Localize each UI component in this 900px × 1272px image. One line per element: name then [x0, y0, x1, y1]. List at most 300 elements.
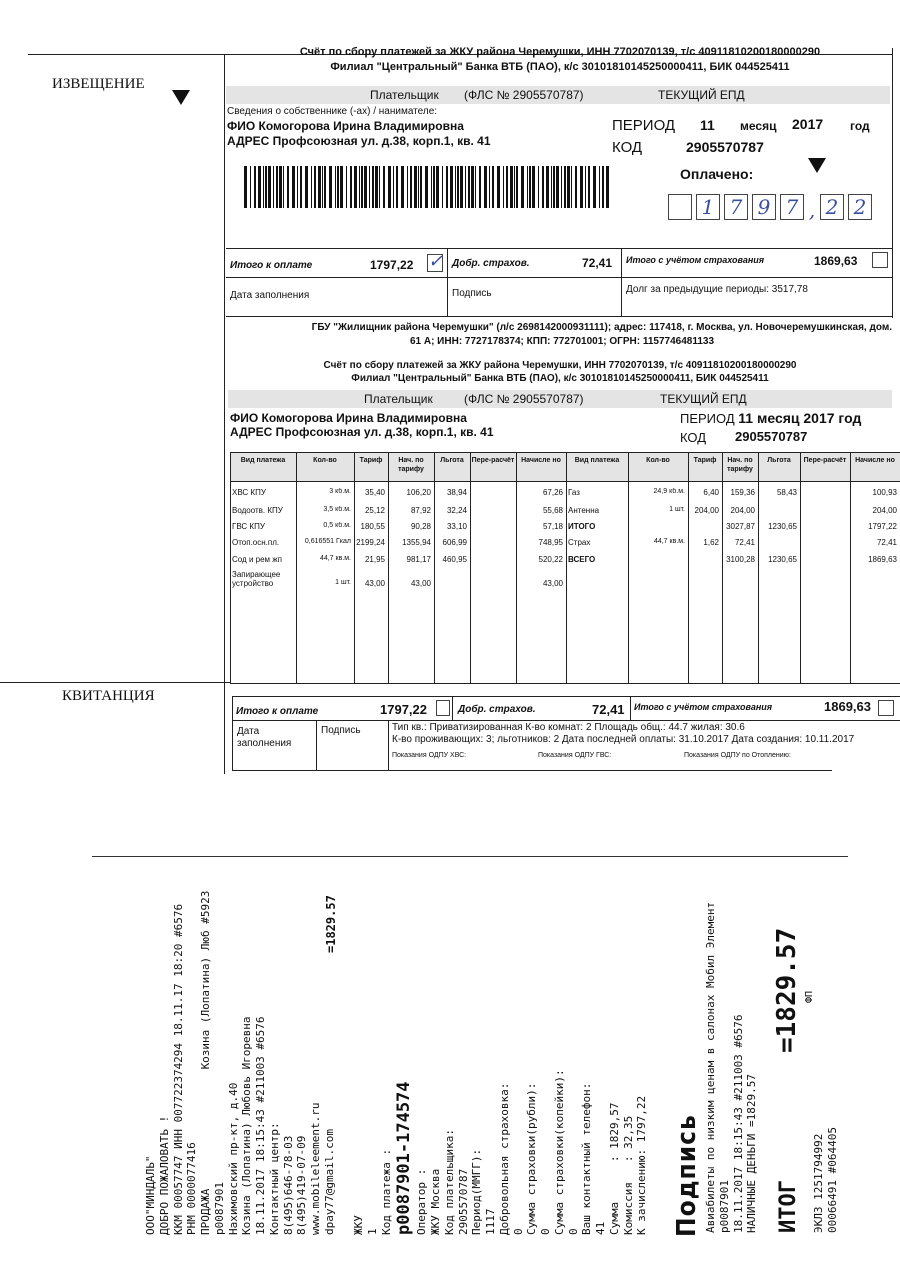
barcode-bar	[361, 166, 363, 208]
barcode-bar	[553, 166, 555, 208]
receipt-total-top: =1829.57	[324, 895, 338, 953]
table-column-line	[516, 452, 517, 684]
receipt-line: ДОБРО ПОЖАЛОВАТЬ !	[157, 1115, 171, 1235]
kvit-payer-bar	[228, 390, 892, 408]
rule	[232, 696, 233, 770]
barcode-bar	[571, 166, 572, 208]
barcode-bar	[588, 166, 590, 208]
barcode-bar	[455, 166, 456, 208]
owner-info-label: Сведения о собственнике (-ах) / нанимателе:	[227, 106, 438, 117]
barcode-bar	[383, 166, 385, 208]
table-column-line	[850, 452, 851, 684]
table-cell-right: 1869,63	[868, 555, 897, 564]
table-cell-right: 204,00	[694, 506, 719, 515]
table-cell-right: Газ	[568, 488, 580, 497]
barcode-bar	[546, 166, 549, 208]
barcode-bar	[503, 166, 504, 208]
table-cell-left: 1 шт.	[335, 579, 351, 586]
barcode-bar	[244, 166, 247, 208]
table-cell-left: 2199,24	[356, 538, 385, 547]
kvit-insurance-checkbox[interactable]	[878, 700, 894, 716]
epd-label: ТЕКУЩИЙ ЕПД	[658, 88, 745, 102]
fls-number: (ФЛС № 2905570787)	[464, 88, 584, 102]
table-cell-left: 0,616551 Гкал	[304, 538, 351, 545]
table-cell-left: 21,95	[364, 555, 385, 564]
paid-box	[668, 194, 692, 220]
code-label: КОД	[612, 139, 643, 156]
paid-amount-boxes	[668, 194, 888, 222]
total-value: 1797,22	[370, 258, 414, 272]
receipt-line: 8(495)646-78-03	[281, 1135, 295, 1235]
table-column-line	[800, 452, 801, 684]
table-cell-left: 44,7 кв.м.	[319, 555, 351, 562]
table-column-line	[722, 452, 723, 684]
barcode-bar	[324, 166, 326, 208]
barcode-bar	[471, 166, 474, 208]
odpu-heat: Показания ОДПУ по Отоплению:	[684, 752, 791, 759]
rule	[388, 720, 389, 770]
table-cell-right: 3027,87	[726, 522, 755, 531]
insurance-value: 72,41	[582, 256, 613, 270]
barcode-bar	[335, 166, 336, 208]
odpu-gvs: Показания ОДПУ ГВС:	[538, 752, 612, 759]
receipt-line: Нахимовский пр-кт, д.40	[226, 1082, 240, 1235]
code-value: 2905570787	[686, 139, 764, 155]
barcode-bar	[414, 166, 417, 208]
barcode-bar	[407, 166, 408, 208]
receipt-line: Период(ММГГ):	[470, 1148, 484, 1235]
kvit-label: КВИТАНЦИЯ	[62, 688, 155, 704]
receipt-line: Ваш контактный телефон:	[580, 1082, 594, 1235]
table-cell-left: 32,24	[446, 506, 467, 515]
rule	[452, 696, 453, 720]
signature-label: Подпись	[452, 288, 492, 299]
barcode-bar	[369, 166, 370, 208]
barcode-bar	[567, 166, 570, 208]
rule	[621, 248, 622, 316]
receipt-line: 0	[539, 1228, 552, 1235]
table-cell-right: 1230,65	[768, 522, 797, 531]
receipt-line: 0	[511, 1228, 525, 1235]
kvit-code-value: 2905570787	[735, 429, 808, 444]
receipt-line: Сумма : 1829,57	[607, 1102, 621, 1235]
barcode-bar	[516, 166, 518, 208]
table-cell-right: 72,41	[876, 538, 897, 547]
barcode-bar	[322, 166, 323, 208]
barcode-bar	[311, 166, 312, 208]
barcode-bar	[538, 166, 539, 208]
barcode-bar	[561, 166, 562, 208]
receipt-itog-value: =1829.57	[772, 927, 802, 1053]
kvit-period-label	[680, 410, 861, 426]
barcode-bar	[350, 166, 352, 208]
table-cell-right: 1 шт.	[669, 506, 685, 513]
barcode-bar	[510, 166, 513, 208]
barcode-bar	[388, 166, 391, 208]
receipt-line: ПРОДАЖА Козина (Лопатина) Люб #5923	[199, 890, 212, 1235]
gbu-line2: 61 А; ИНН: 7727178374; КПП: 772701001; ОГРН: 1157746481133	[409, 336, 715, 347]
period-label: ПЕРИОД	[612, 117, 676, 134]
period-month: 11	[700, 117, 715, 133]
receipt-line: Оператор :	[415, 1168, 429, 1235]
with-insurance-value: 1869,63	[814, 254, 858, 268]
table-cell-right: Антенна	[568, 506, 600, 515]
receipt-doc-num: 00066491 #064405	[826, 1127, 839, 1233]
barcode-bar	[418, 166, 419, 208]
table-cell-left: 33,10	[446, 522, 467, 531]
table-cell-right: ИТОГО	[568, 522, 596, 531]
notice-header-line1: Счёт по сбору платежей за ЖКУ района Черемушки, ИНН 7702070139, т/с 40911810200180000290	[299, 46, 821, 58]
table-header-cell: Кол-во	[646, 457, 670, 464]
table-cell-left: 3 кб.м.	[329, 488, 351, 495]
kvit-signature-label: Подпись	[321, 725, 361, 736]
rule	[226, 316, 892, 317]
receipt-line: Код платежа :	[379, 1148, 393, 1235]
barcode-bar	[300, 166, 302, 208]
table-column-line	[354, 452, 355, 684]
table-cell-left: 1355,94	[402, 538, 431, 547]
rule	[447, 248, 448, 316]
receipt-line: Сумма страховки(рубли):	[525, 1082, 539, 1235]
barcode-bar	[433, 166, 435, 208]
barcode-bar	[420, 166, 422, 208]
barcode-bar	[401, 166, 404, 208]
barcode-bar	[446, 166, 448, 208]
paid-digit: 2	[848, 194, 872, 220]
receipt-eklz: ЭКЛЗ 1251794992	[812, 1133, 825, 1233]
receipt-line: ЖКУ	[352, 1215, 365, 1235]
kvit-insurance-label: Добр. страхов.	[458, 704, 536, 715]
fls-number: (ФЛС № 2905570787)	[464, 392, 584, 406]
barcode-bar	[263, 166, 264, 208]
barcode-bar	[521, 166, 524, 208]
table-cell-left: Отоп.осн.пл.	[232, 538, 280, 547]
table-header-cell: Льгота	[440, 457, 464, 464]
table-column-line	[688, 452, 689, 684]
receipt-line: РНМ 0000077416	[185, 1142, 199, 1235]
receipt-fp-label: ФП	[804, 990, 815, 1003]
receipt-line: ККМ 00057747 ИНН 007722374294 18.11.17 18:20 #6576	[171, 903, 185, 1235]
barcode-bar	[375, 166, 378, 208]
month-label: месяц	[740, 119, 777, 133]
barcode-bar	[265, 166, 267, 208]
receipt-line: Козина (Лопатина) Любовь Игоревна	[240, 1016, 254, 1235]
table-cell-left: 55,68	[542, 506, 563, 515]
receipt-line: Авиабилеты по низким ценам в салонах Мобил Элемент	[704, 901, 717, 1233]
table-cell-right: 204,00	[730, 506, 755, 515]
kvit-total-value: 1797,22	[380, 702, 427, 717]
kvit-code-label: КОД	[680, 430, 707, 445]
receipt-footer-block	[704, 902, 759, 1233]
barcode-bar	[283, 166, 284, 208]
table-cell-left: 57,18	[542, 522, 563, 531]
barcode-bar	[393, 166, 394, 208]
kvit-period-rest: 11 месяц 2017 год	[738, 410, 862, 426]
total-label: Итого к оплате	[230, 260, 313, 271]
kvit-fill-date-label1: Дата	[237, 726, 260, 737]
kvit-fill-date-label2: заполнения	[237, 738, 292, 749]
kvit-header-line1: Счёт по сбору платежей за ЖКУ района Черемушки, ИНН 7702070139, т/с 40911810200180000290	[323, 360, 797, 371]
table-cell-left: 606,99	[442, 538, 467, 547]
barcode-bar	[468, 166, 470, 208]
table-cell-left: 43,00	[364, 579, 385, 588]
receipt-line: ООО"МИНДАЛЬ"	[144, 1155, 157, 1235]
table-cell-right: 1797,22	[868, 522, 897, 531]
barcode-bar	[431, 166, 432, 208]
cash-receipt-rotated	[92, 857, 848, 1243]
table-header-cell: Пере-расчёт	[471, 457, 515, 464]
barcode-bar	[585, 166, 586, 208]
receipt-line: 2905570787	[456, 1168, 470, 1235]
paid-digit: 1	[696, 194, 720, 220]
barcode-bar	[564, 166, 566, 208]
table-cell-right: ВСЕГО	[568, 555, 596, 564]
table-cell-left: 35,40	[364, 488, 385, 497]
barcode-bar	[273, 166, 274, 208]
barcode-bar	[556, 166, 559, 208]
barcode-bar	[442, 166, 443, 208]
arrow-down-icon-2	[808, 158, 826, 173]
kvit-fio: ФИО Комогорова Ирина Владимировна	[230, 411, 467, 425]
receipt-line: Код плательщика:	[442, 1129, 456, 1235]
table-column-line	[230, 452, 231, 684]
barcode-bar	[551, 166, 552, 208]
kvit-total-label: Итого к оплате	[236, 706, 319, 717]
table-cell-left: Водоотв. КПУ	[232, 506, 283, 515]
table-header-cell: Пере-расчёт	[803, 457, 847, 464]
table-cell-left: 460,95	[442, 555, 467, 564]
insurance-label: Добр. страхов.	[452, 258, 530, 269]
rule	[226, 248, 892, 249]
receipt-line: 1117	[484, 1208, 497, 1235]
barcode-bar	[250, 166, 251, 208]
barcode-bar	[364, 166, 367, 208]
barcode-bar	[292, 166, 295, 208]
receipt-line: 18.11.2017 18:15:43 #211003 #6576	[254, 1016, 267, 1235]
barcode-bar	[354, 166, 357, 208]
kvit-info-line1: Тип кв.: Приватизированная К-во комнат: 2 Площадь общ.: 44.7 жилая: 30.6	[392, 722, 745, 733]
table-cell-left: ХВС КПУ	[232, 488, 266, 497]
barcode-bar	[279, 166, 282, 208]
receipt-line: Сумма страховки(копейки):	[552, 1069, 566, 1235]
charges-table	[230, 452, 900, 684]
table-column-line	[470, 452, 471, 684]
table-cell-left: 87,92	[410, 506, 431, 515]
table-cell-left: Сод и рем жп	[232, 555, 282, 564]
barcode-bar	[580, 166, 583, 208]
paid-separator: ,	[808, 198, 816, 222]
table-cell-left: 38,94	[446, 488, 467, 497]
receipt-line: р0087901	[212, 1182, 226, 1235]
paid-digit: 7	[724, 194, 748, 220]
paid-label: Оплачено:	[680, 166, 754, 182]
barcode-bar	[314, 166, 316, 208]
barcode-bar	[475, 166, 476, 208]
paid-digit: 9	[752, 194, 776, 220]
table-cell-right: 1230,65	[768, 555, 797, 564]
table-header-cell: Льгота	[767, 457, 791, 464]
table-cell-left: 180,55	[360, 522, 385, 531]
barcode-bar	[450, 166, 453, 208]
barcode-bar	[529, 166, 531, 208]
kvit-total-checkbox[interactable]	[436, 700, 450, 716]
receipt-line: ЖКУ Москва	[429, 1168, 442, 1235]
table-cell-right: 24,9 кб.м.	[653, 488, 685, 495]
barcode-image	[244, 166, 614, 210]
payer-label: Плательщик	[364, 392, 433, 406]
receipt-line: 1	[365, 1228, 379, 1235]
barcode-bar	[379, 166, 380, 208]
table-column-line	[296, 452, 297, 684]
rule	[630, 696, 631, 720]
barcode-bar	[457, 166, 459, 208]
table-cell-left: 3,5 кб.м.	[323, 506, 351, 513]
kvit-insurance-value: 72,41	[592, 702, 625, 717]
notice-label: ИЗВЕЩЕНИЕ	[52, 76, 145, 92]
period-year: 2017	[792, 116, 824, 132]
receipt-header-block	[144, 891, 337, 1235]
receipt-signature: Подпись	[672, 1114, 702, 1237]
barcode-bar	[436, 166, 439, 208]
receipt-line: Контактный центр:	[267, 1122, 281, 1235]
table-column-line	[628, 452, 629, 684]
table-header-cell: Вид платежа	[574, 457, 620, 464]
table-cell-left: 748,95	[538, 538, 563, 547]
receipt-line: 18.11.2017 18:15:43 #211003 #6576	[731, 1014, 745, 1233]
table-header-cell: Нач. по тарифу	[398, 457, 424, 473]
table-cell-left: 106,20	[406, 488, 431, 497]
table-cell-right: Страх	[568, 538, 591, 547]
gbu-line1: ГБУ "Жилищник района Черемушки" (л/с 2698142000931111); адрес: 117418, г. Москва, ул. Новочеремушкинская, дом.	[311, 322, 892, 333]
odpu-hvs: Показания ОДПУ ХВС:	[392, 752, 467, 759]
table-cell-left: 43,00	[410, 579, 431, 588]
receipt-line: р0087901	[717, 1180, 731, 1233]
barcode-bar	[268, 166, 271, 208]
table-column-line	[434, 452, 435, 684]
receipt-line: 0	[566, 1228, 580, 1235]
barcode-bar	[287, 166, 289, 208]
insurance-checkbox[interactable]	[872, 252, 888, 268]
barcode-bar	[425, 166, 428, 208]
barcode-bar	[372, 166, 374, 208]
barcode-bar	[318, 166, 321, 208]
table-cell-left: ГВС КПУ	[232, 522, 265, 531]
cash-receipt	[92, 856, 848, 1242]
barcode-bar	[532, 166, 535, 208]
receipt-line: р0087901-174574	[394, 1081, 415, 1235]
receipt-payment-block	[352, 1069, 649, 1235]
table-header-cell: Нач. по тарифу	[727, 457, 753, 473]
receipt-line: Добровольная страховка:	[497, 1082, 511, 1235]
table-cell-right: 44,7 кв.м.	[653, 538, 685, 545]
barcode-bar	[527, 166, 528, 208]
paid-digit: 7	[780, 194, 804, 220]
barcode-bar	[297, 166, 298, 208]
barcode-bar	[276, 166, 278, 208]
barcode-bar	[329, 166, 332, 208]
barcode-bar	[575, 166, 577, 208]
kvit-header-line2: Филиал "Центральный" Банка ВТБ (ПАО), к/с 30101810145250000411, БИК 044525411	[351, 373, 769, 384]
barcode-bar	[337, 166, 339, 208]
table-cell-left: 90,28	[410, 522, 431, 531]
table-cell-right: 3100,28	[726, 555, 755, 564]
table-header-cell: Вид платежа	[240, 457, 286, 464]
table-cell-left: 25,12	[364, 506, 385, 515]
table-cell-right: 204,00	[872, 506, 897, 515]
table-cell-right: 6,40	[703, 488, 719, 497]
kvit-info-line2: К-во проживающих: 3; льготников: 2 Дата последней оплаты: 31.10.2017 Дата создания: 10.11.2017	[392, 734, 855, 745]
table-cell-left: 0,5 кб.м.	[323, 522, 351, 529]
frame-divider-vertical	[224, 54, 225, 774]
checkbox-checked[interactable]	[427, 251, 444, 272]
receipt-line: dpay77@gmail.com	[322, 1129, 336, 1235]
receipt-line: К зачислению: 1797,22	[635, 1095, 649, 1235]
table-cell-right: 159,36	[730, 488, 755, 497]
table-cell-left: 520,22	[538, 555, 563, 564]
table-column-line	[758, 452, 759, 684]
paid-digit: 2	[820, 194, 844, 220]
notice-header-line2: Филиал "Центральный" Банка ВТБ (ПАО), к/с 30101810145250000411, БИК 044525411	[330, 61, 790, 73]
kvit-with-insurance-value: 1869,63	[824, 699, 871, 714]
table-cell-left: 67,26	[542, 488, 563, 497]
receipt-line: www.mobileleement.ru	[309, 1102, 322, 1235]
barcode-bar	[593, 166, 596, 208]
payer-label: Плательщик	[370, 88, 439, 102]
barcode-bar	[599, 166, 600, 208]
receipt-line: НАЛИЧНЫЕ ДЕНЬГИ =1829.57	[745, 1074, 759, 1233]
receipt-line: 8(495)419-07-09	[295, 1135, 309, 1235]
barcode-bar	[497, 166, 500, 208]
barcode-bar	[258, 166, 261, 208]
barcode-bar	[479, 166, 481, 208]
kvit-with-insurance-label: Итого с учётом страхования	[634, 702, 773, 712]
section-split-line	[0, 682, 230, 683]
kvit-address: АДРЕС Профсоюзная ул. д.38, корп.1, кв. 41	[230, 425, 494, 439]
barcode-bar	[542, 166, 544, 208]
table-column-line	[388, 452, 389, 684]
debt-label: Долг за предыдущие периоды: 3517,78	[626, 284, 808, 295]
rule	[226, 277, 892, 278]
rule	[232, 720, 900, 721]
rule	[232, 770, 832, 771]
table-column-line	[566, 452, 567, 684]
checkmark-icon: ✓	[428, 251, 444, 272]
fill-date-label: Дата заполнения	[230, 290, 310, 301]
table-cell-right: 58,43	[776, 488, 797, 497]
table-cell-left: 981,17	[406, 555, 431, 564]
table-cell-left: Запирающее устройство	[232, 570, 281, 588]
barcode-bar	[489, 166, 490, 208]
table-header-cell: Тариф	[359, 457, 383, 464]
table-bottom-line	[230, 683, 900, 684]
barcode-bar	[602, 166, 604, 208]
barcode-bar	[305, 166, 308, 208]
barcode-bar	[484, 166, 487, 208]
barcode-bar	[492, 166, 494, 208]
notice-payer-bar	[226, 86, 890, 104]
receipt-line: Комиссия : 32,35	[621, 1115, 635, 1235]
barcode-bar	[254, 166, 256, 208]
receipt-line: 41	[594, 1221, 607, 1235]
owner-fio: ФИО Комогорова Ирина Владимировна	[227, 119, 464, 133]
barcode-bar	[460, 166, 463, 208]
table-header-cell: Тариф	[693, 457, 717, 464]
frame-right-line	[892, 48, 893, 318]
table-cell-left: 43,00	[542, 579, 563, 588]
barcode-bar	[606, 166, 609, 208]
barcode-bar	[465, 166, 466, 208]
barcode-bar	[346, 166, 347, 208]
